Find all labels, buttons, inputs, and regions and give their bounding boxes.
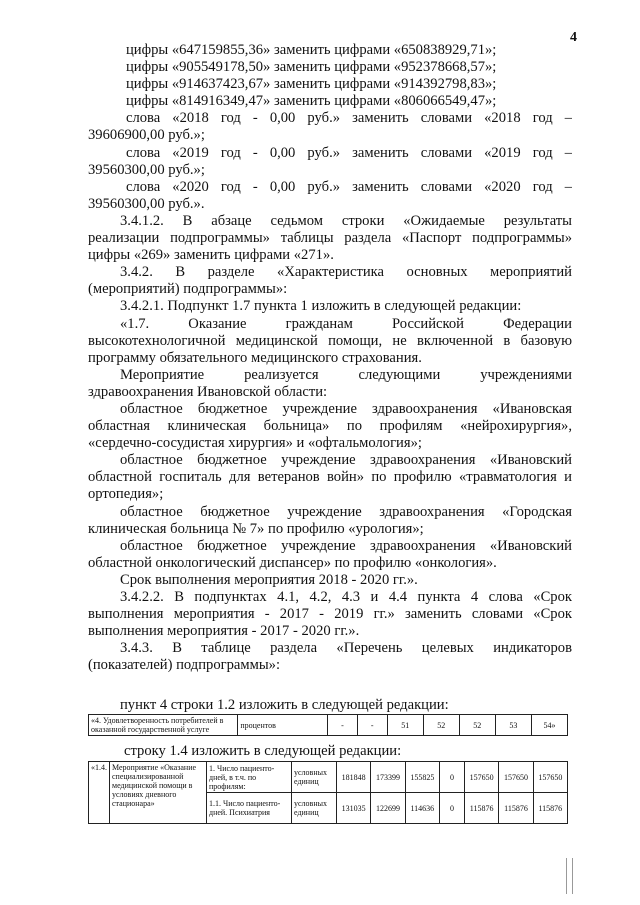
text-line: 39560300,00 руб.»;: [88, 161, 205, 178]
text-line: 3.4.2.1. Подпункт 1.7 пункта 1 изложить в следующей редакции:: [120, 298, 522, 315]
page-number: 4: [570, 30, 577, 45]
measure-table: [88, 761, 568, 824]
text-line: (показателей) подпрограммы»:: [88, 657, 281, 674]
table-cell: 181848: [337, 762, 371, 793]
text-line: областное бюджетное учреждение здравоохранения «Ивановский: [120, 537, 572, 554]
table-cell: 1.1. Число пациенто-дней. Психиатрия: [207, 793, 292, 824]
table-cell: 1. Число пациенто-дней, в т.ч. по профилям:: [207, 762, 292, 793]
table-cell: 115876: [499, 793, 533, 824]
text-line: областное бюджетное учреждение здравоохранения «Ивановский: [120, 452, 572, 469]
table-cell: 53: [495, 715, 531, 736]
text-line: слова «2018 год - 0,00 руб.» заменить словами «2018 год –: [126, 110, 572, 127]
table-cell: 51: [387, 715, 423, 736]
text-line: цифры «269» заменить цифрами «271».: [88, 247, 334, 264]
table-cell: 157650: [464, 762, 498, 793]
text-line: выполнения мероприятия - 2017 - 2020 гг.».: [88, 623, 360, 640]
text-line: цифры «905549178,50» заменить цифрами «952378668,57»;: [126, 59, 497, 76]
table-cell: 115876: [533, 793, 567, 824]
text-line: Срок выполнения мероприятия 2018 - 2020 гг.».: [120, 571, 418, 588]
table-cell: 52: [459, 715, 495, 736]
text-line: клиническая больница № 7» по профилю «урология»;: [88, 520, 424, 537]
text-line: «сердечно-сосудистая хирургия» и «офтальмология»;: [88, 435, 422, 452]
table-cell: 155825: [405, 762, 439, 793]
table-cell: процентов: [238, 715, 328, 736]
table-cell: 122699: [371, 793, 405, 824]
table-cell: 0: [439, 762, 464, 793]
text-line: реализации подпрограммы» таблицы раздела «Паспорт подпрограммы»: [88, 230, 572, 247]
table-cell: 157650: [533, 762, 567, 793]
text-line: программу обязательного медицинского страхования.: [88, 349, 422, 366]
text-line: 3.4.2.2. В подпунктах 4.1, 4.2, 4.3 и 4.4 пункта 4 слова «Срок: [120, 589, 572, 605]
text-line: областное бюджетное учреждение здравоохранения «Городская: [120, 503, 572, 520]
table-cell: -: [327, 715, 357, 736]
text-line: высокотехнологичной медицинской помощи, не включенной в базовую: [88, 332, 572, 349]
text-line: 3.4.3. В таблице раздела «Перечень целевых индикаторов: [120, 640, 572, 657]
text-line: цифры «814916349,47» заменить цифрами «806066549,47»;: [126, 93, 497, 110]
table-cell: -: [357, 715, 387, 736]
binding-marks: [566, 858, 580, 898]
table-cell: 0: [439, 793, 464, 824]
text-line: цифры «647159855,36» заменить цифрами «650838929,71»;: [126, 42, 497, 58]
table-cell: «4. Удовлетворенность потребителей в оказанной государственной услуге: [89, 715, 238, 736]
indicator-table: [88, 714, 568, 736]
text-line: 39560300,00 руб.».: [88, 195, 205, 212]
text-line: областная клиническая больница» по профилям «нейрохирургия»,: [88, 418, 572, 435]
text-line: 3.4.2. В разделе «Характеристика основных мероприятий: [120, 264, 572, 281]
table2-caption: строку 1.4 изложить в следующей редакции:: [124, 743, 402, 759]
table-cell: «1.4.: [89, 762, 110, 824]
table-cell: 52: [423, 715, 459, 736]
text-line: областной онкологический диспансер» по профилю «онкология».: [88, 554, 497, 571]
text-line: (мероприятий) подпрограммы»:: [88, 281, 288, 298]
table-cell: 54»: [531, 715, 567, 736]
table-cell: условных единиц: [292, 793, 337, 824]
table-cell: 115876: [464, 793, 498, 824]
text-line: слова «2019 год - 0,00 руб.» заменить словами «2019 год –: [126, 144, 572, 161]
text-line: Мероприятие реализуется следующими учреждениями: [120, 366, 572, 383]
table-cell: Мероприятие «Оказание специализированной медицинской помощи в условиях дневного стационара»: [110, 762, 207, 824]
text-line: выполнения мероприятия - 2017 - 2019 гг.» заменить словами «Срок: [88, 606, 572, 623]
text-line: ортопедия»;: [88, 486, 164, 503]
text-line: 39606900,00 руб.»;: [88, 127, 205, 144]
text-line: «1.7. Оказание гражданам Российской Федерации: [120, 315, 572, 332]
table-cell: условных единиц: [292, 762, 337, 793]
table1-caption: пункт 4 строки 1.2 изложить в следующей редакции:: [120, 697, 449, 713]
text-line: здравоохранения Ивановской области:: [88, 383, 328, 400]
table-row: [89, 715, 568, 736]
text-line: областное бюджетное учреждение здравоохранения «Ивановская: [120, 400, 572, 417]
table-cell: 173399: [371, 762, 405, 793]
text-line: 3.4.1.2. В абзаце седьмом строки «Ожидаемые результаты: [120, 212, 572, 229]
table-cell: 157650: [499, 762, 533, 793]
text-line: областной госпиталь для ветеранов войн» по профилю «травматология и: [88, 469, 572, 486]
table-row: [89, 762, 568, 793]
table-cell: 131035: [337, 793, 371, 824]
text-line: слова «2020 год - 0,00 руб.» заменить словами «2020 год –: [126, 178, 572, 195]
table-cell: 114636: [405, 793, 439, 824]
text-line: цифры «914637423,67» заменить цифрами «914392798,83»;: [126, 76, 497, 93]
document-body: [88, 42, 572, 674]
